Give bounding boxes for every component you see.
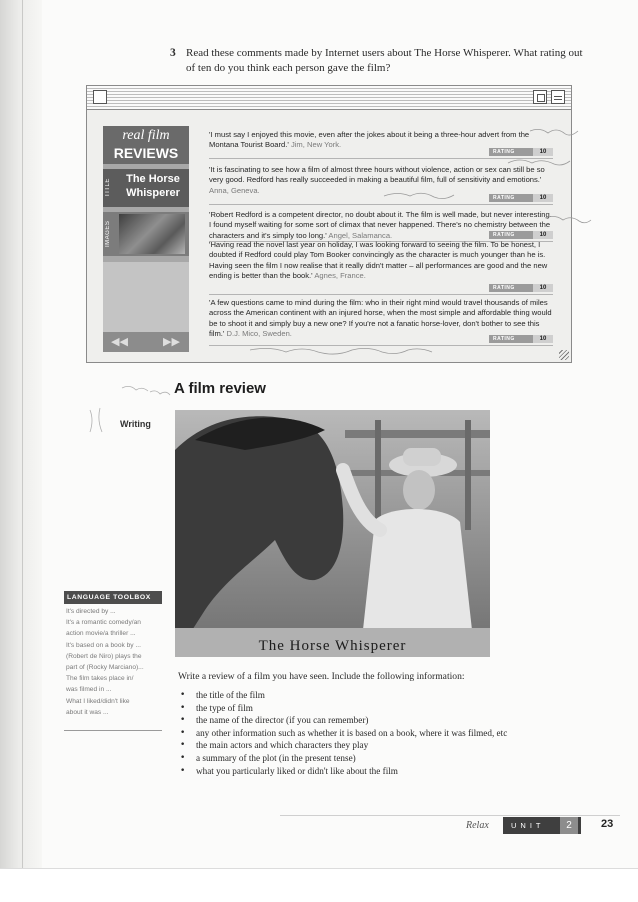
rating-score: 10	[533, 284, 553, 292]
rating-label: RATING	[493, 285, 515, 291]
page-number: 23	[601, 818, 614, 830]
review-author: Angel, Salamanca.	[328, 230, 393, 240]
list-item: • the title of the film	[178, 689, 588, 702]
list-item: • any other information such as whether it is based on a book, where it was filmed, etc	[178, 727, 588, 740]
review-author: Jim, New York.	[290, 140, 342, 150]
list-item: • the main actors and which characters they play	[178, 739, 588, 752]
footer-unit-label: UNIT	[503, 817, 581, 834]
list-item: about it was ...	[66, 708, 109, 716]
horse-and-rider-illustration	[175, 410, 490, 657]
previous-icon[interactable]: ◀◀	[111, 335, 128, 348]
rating-label: RATING	[493, 195, 515, 201]
logo-italic-text: real film	[122, 128, 170, 143]
question-text: Read these comments made by Internet users about The Horse Whisperer. What rating out of ten do you think each person gave the film?	[186, 47, 583, 74]
task-instructions: Write a review of a film you have seen. Include the following information:	[178, 671, 465, 682]
list-item: action movie/a thriller ...	[66, 630, 136, 638]
list-item: It's a romantic comedy/an	[66, 619, 141, 627]
next-icon[interactable]: ▶▶	[163, 335, 180, 348]
review-author: Agnes, France.	[314, 271, 366, 281]
rating-score: 10	[533, 335, 553, 343]
images-tab-label: IMAGES	[105, 220, 111, 248]
list-item: It's based on a book by ...	[66, 641, 141, 649]
rating-score: 10	[533, 148, 553, 156]
rating-score: 10	[533, 231, 553, 239]
list-item: • what you particularly liked or didn't like about the film	[178, 765, 588, 778]
rider-face	[403, 470, 435, 510]
list-item: • a summary of the plot (in the present tense)	[178, 752, 588, 765]
fence-post	[465, 420, 471, 530]
page-bottom-margin	[0, 868, 638, 902]
footer-divider	[280, 815, 620, 816]
hat-crown	[403, 448, 441, 466]
list-item: The film takes place in/	[66, 675, 134, 683]
section-label: Writing	[120, 419, 151, 429]
rating-label: RATING	[493, 149, 515, 155]
list-item: It's directed by ...	[66, 608, 116, 615]
fence-post	[375, 420, 381, 530]
list-item: • the name of the director (if you can remember)	[178, 714, 588, 727]
language-toolbox-heading: LANGUAGE TOOLBOX	[64, 591, 162, 604]
review-text: 'A few questions came to mind during the film: who in their right mind would travel thousands of miles across the American continent with an injured horse, when the most simple and affordable thing would be to shoot it and simply buy a new one? If you're not a fanatic horse-lover, don't bother to see this film.'	[209, 298, 552, 339]
review-text: 'Robert Redford is a competent director, no doubt about it. The film is well made, but never interesting. I found myself waiting for some sort of climax that never happened. There's no chemistry between the characters and it's simply too long.'	[209, 210, 552, 240]
section-title: A film review	[174, 380, 266, 397]
review-text: 'Having read the novel last year on holiday, I was looking forward to seeing the film. To be honest, I doubted if Redford could play Tom Booker convincingly as the character is much younger than he is. Having seen the film I now realise that it really didn't matter – all performances are good and the new ending is better than the book.'	[209, 240, 548, 281]
toolbox-divider	[64, 730, 162, 731]
list-item: part of (Rocky Marciano)...	[66, 664, 144, 672]
language-toolbox-list	[66, 606, 166, 718]
list-item: was filmed in ...	[66, 686, 112, 694]
review-author: D.J. Mico, Sweden.	[226, 329, 292, 339]
film-still-photo	[175, 410, 490, 657]
movie-title: The Horse Whisperer	[126, 173, 180, 199]
rating-label: RATING	[493, 336, 515, 342]
footer-section-name: Relax	[466, 820, 489, 831]
list-item: • the type of film	[178, 702, 588, 715]
logo-bold-text: REVIEWS	[113, 145, 179, 161]
list-item: What I liked/didn't like	[66, 697, 130, 705]
title-tab-label: TITLE	[105, 178, 111, 198]
review-text: 'It is fascinating to see how a film of almost three hours without violence, action or sex can still be so very good. Redford has really succeeded in making a beautiful film, full of sensitivity and emotions.'	[209, 165, 545, 185]
film-title-caption: The Horse Whisperer	[258, 638, 407, 654]
rating-score: 10	[533, 194, 553, 202]
review-text: 'I must say I enjoyed this movie, even after the jokes about it being a three-hour advert from the Montana Tourist Board.'	[209, 130, 530, 150]
question-number: 3	[170, 47, 176, 59]
footer-unit-number: 2	[560, 817, 578, 834]
review-author: Anna, Geneva.	[209, 185, 260, 195]
task-bullet-list	[178, 689, 588, 777]
list-item: (Robert de Niro) plays the	[66, 652, 142, 660]
rating-label: RATING	[493, 232, 515, 238]
